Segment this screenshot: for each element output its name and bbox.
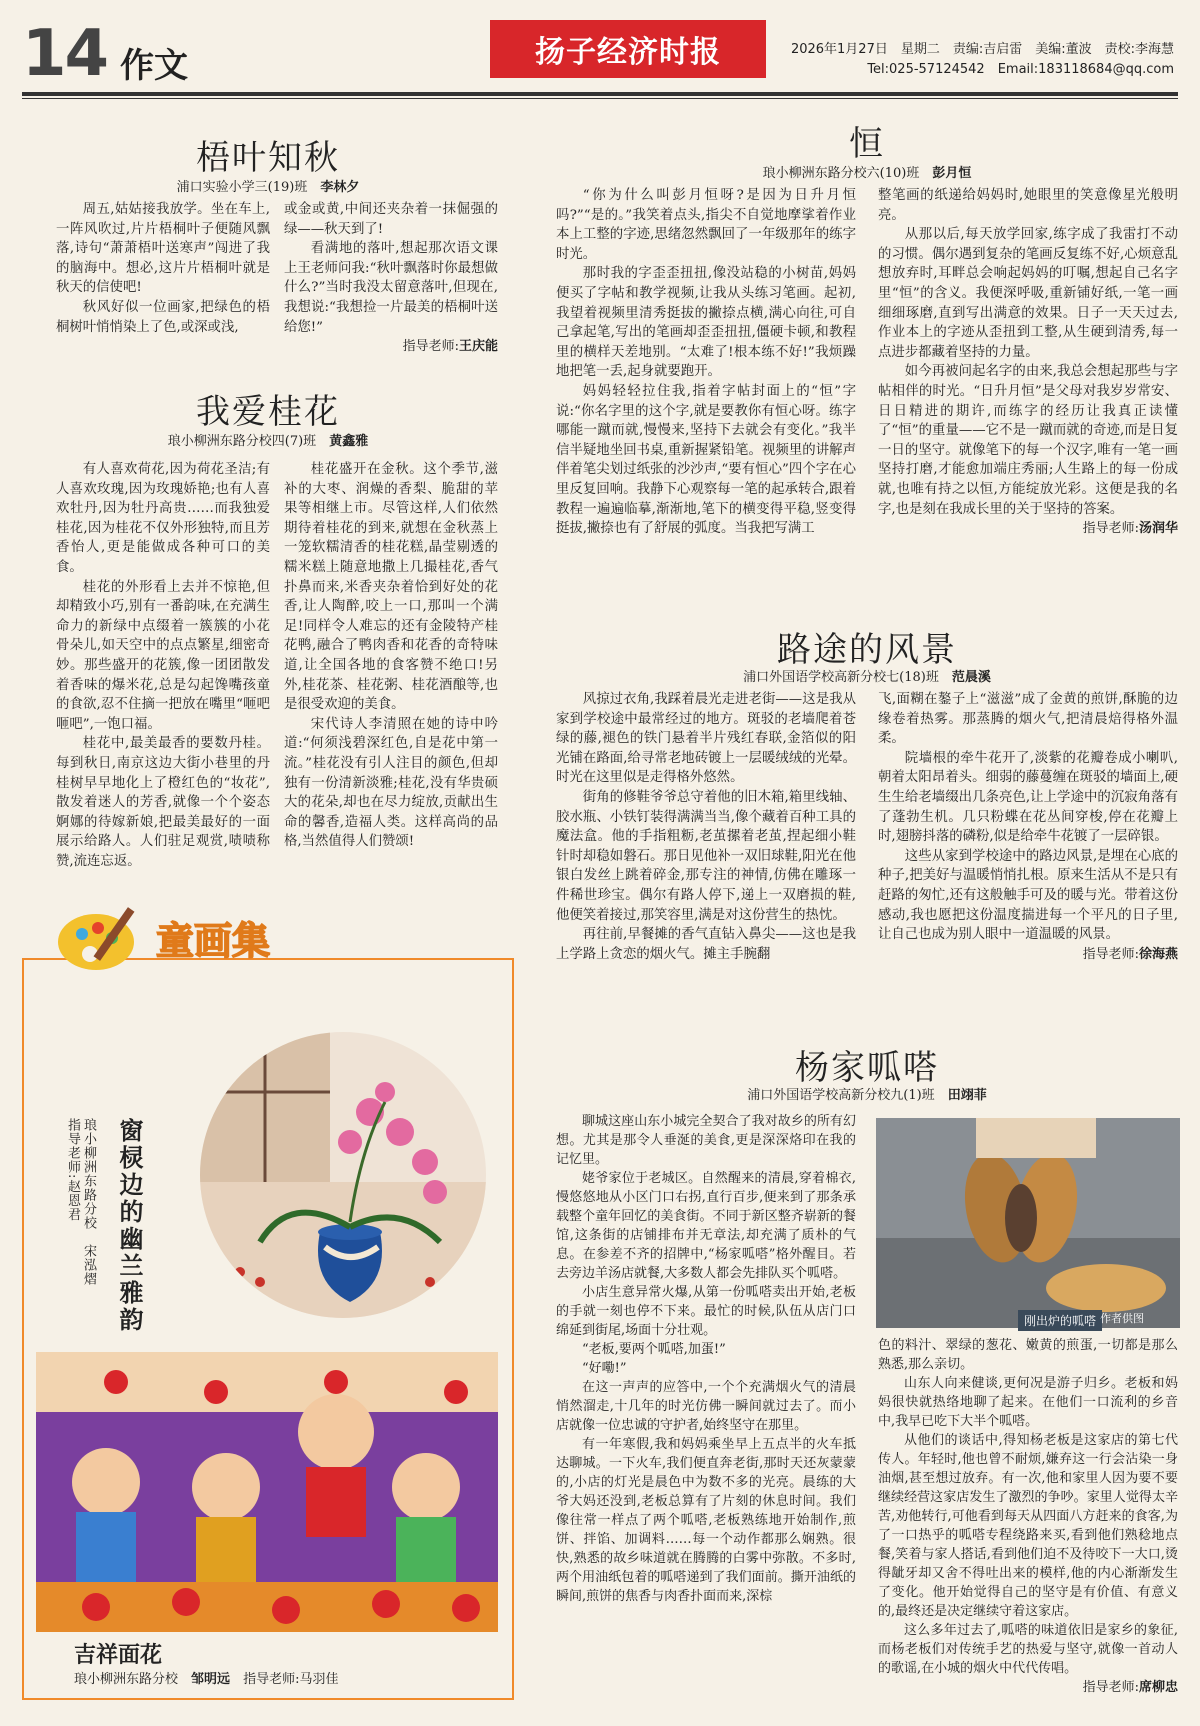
paragraph: 色的料汁、翠绿的葱花、嫩黄的煎蛋,一切都是那么熟悉,那么亲切。 [878, 1338, 1178, 1372]
teacher-label: 指导老师: [1082, 1680, 1139, 1695]
paragraph: 桂花中,最美最香的要数丹桂。每到秋日,南京这边大街小巷里的丹桂树早早地化上了橙红色的“妆花”,散发着迷人的芳香,就像一个个姿态婀娜的待嫁新娘,把最美最好的一面展示给路人。人们驻足观赏,啧啧称赞,流连忘返。 [56, 736, 270, 869]
paragraph: 如今再被问起名字的由来,我总会想起那些与字帖相伴的时光。“日升月恒”是父母对我岁岁常安、日日精进的期许,而练字的经历让我真正读懂了“恒”的重量——它不是一蹴而就的奇迹,而是日复一日的坚守。就像笔下的每一个汉字,唯有一笔一画坚持打磨,才能愈加端庄秀丽;人生路上的每一份成就,也唯有持之以恒,方能绽放光彩。这便是我的名字,也是刻在我成长里的关于坚持的答案。 [878, 364, 1178, 517]
article-column [284, 460, 498, 852]
paragraph: 街角的修鞋爷爷总守着他的旧木箱,箱里线轴、胶水瓶、小铁钉装得满满当当,像个藏着百种工具的魔法盒。他的手指粗粝,老茧摞着老茧,捏起细小鞋针时却稳如磐石。那日见他补一双旧球鞋,阳光在他银白发丝上跳着碎金,那专注的神情,仿佛在雕琢一件稀世珍宝。偶尔有路人停下,递上一双磨损的鞋,他便笑着接过,那笑容里,满是对这份营生的热忱。 [556, 789, 856, 923]
article-byline-lutu [556, 666, 1178, 685]
paragraph: 桂花的外形看上去并不惊艳,但却精致小巧,别有一番韵味,在充满生命力的新绿中点缀着一簇簇的小花骨朵儿,如天空中的点点繁星,细密奇妙。那些盛开的花簇,像一团团散发着香味的爆米花,总是勾起馋嘴孩童的食欲,忍不住摘一把放在嘴里“咂吧咂吧”,一饱口福。 [56, 579, 270, 732]
header-rule [22, 92, 1178, 96]
byline-school: 浦口实验小学三(19)班 [176, 180, 308, 195]
byline-school: 浦口外国语学校高新分校七(18)班 [743, 670, 939, 685]
byline-author: 李林夕 [320, 180, 360, 195]
paragraph: 山东人向来健谈,更何况是游子归乡。老板和妈妈很快就热络地聊了起来。在他们一口流利的乡音中,我早已吃下大半个呱嗒。 [878, 1376, 1178, 1429]
photo-caption: 刚出炉的呱嗒 [1018, 1310, 1102, 1331]
teacher-label: 指导老师: [1082, 946, 1139, 962]
mianhua-painting [36, 1352, 498, 1632]
article-byline-guada [556, 1084, 1178, 1103]
teacher-label: 指导老师: [1082, 521, 1139, 537]
guada-photo [876, 1118, 1180, 1328]
paragraph: 小店生意异常火爆,从第一份呱嗒卖出开始,老板的手就一刻也停不下来。最忙的时候,队伍从店门口绵延到街尾,场面十分壮观。 [556, 1285, 856, 1338]
paragraph: “老板,要两个呱嗒,加蛋!” [582, 1342, 726, 1357]
article-byline-guihua [22, 430, 514, 449]
article-byline-wuye [22, 176, 514, 195]
page-number: 14 [22, 17, 108, 91]
paragraph: 整笔画的纸递给妈妈时,她眼里的笑意像星光般明亮。 [878, 188, 1178, 223]
paragraph: 从他们的谈话中,得知杨老板是这家店的第七代传人。年轻时,他也曾不耐烦,嫌弃这一行会沾染一身油烟,甚至想过放弃。有一次,他和家里人因为要不要继续经营这家店发生了激烈的争吵。家里人觉得太辛苦,劝他转行,可他看到每天从四面八方赶来的食客,为了一口热乎的呱嗒专程绕路来买,看到他们熟稔地点餐,笑着与家人搭话,看到他们迫不及待咬下一大口,烫得龇牙却又舍不得吐出来的模样,他的内心渐渐发生了变化。他开始觉得自己的坚守是有价值、有意义的,最终还是决定继续守着这家店。 [878, 1433, 1178, 1619]
article-column [556, 690, 856, 964]
byline-school: 浦口外国语学校高新分校九(1)班 [747, 1088, 935, 1103]
article-column [56, 200, 270, 337]
byline-author: 彭月恒 [932, 166, 972, 181]
painting-credit-mianhua [74, 1668, 338, 1687]
article-title-guada: 杨家呱嗒 [795, 1048, 939, 1088]
article-title-wuye: 梧叶知秋 [196, 138, 340, 178]
paragraph: 在这一声声的应答中,一个个充满烟火气的清晨悄然溜走,十几年的时光仿佛一瞬间就过去了。而小店就像一位忠诚的守护者,始终坚守在那里。 [556, 1380, 856, 1433]
byline-school: 琅小柳洲东路分校六(10)班 [762, 166, 920, 181]
header-contact: Tel:025-57124542 Email:183118684@qq.com [867, 62, 1174, 77]
paragraph: 姥爷家位于老城区。自然醒来的清晨,穿着棉衣,慢悠悠地从小区门口右拐,直行百步,便来到了那条承载整个童年回忆的美食街。不同于新区整齐崭新的餐馆,这条街的店铺排布并无章法,却充满了质朴的气息。在参差不齐的招牌中,“杨家呱嗒”格外醒目。若去旁边羊汤店就餐,大多数人都会先排队买个呱嗒。 [556, 1171, 856, 1281]
paragraph: 再往前,早餐摊的香气直钻入鼻尖——这也是我上学路上贪恋的烟火气。摊主手腕翻 [556, 927, 856, 962]
paragraph: 看满地的落叶,想起那次语文课上王老师问我:“秋叶飘落时你最想做什么?”当时我没太留意落叶,但现在,我想说:“我想捡一片最美的梧桐叶送给您!” [284, 241, 498, 335]
painting-author: 宋泓熠 [81, 1244, 96, 1286]
article-column [878, 186, 1178, 539]
paragraph: 秋风好似一位画家,把绿色的梧桐树叶悄悄染上了色,或深或浅, [56, 299, 270, 335]
painting-school: 琅小柳洲东路分校 [81, 1118, 96, 1230]
article-title-heng: 恒 [849, 124, 885, 164]
paragraph: “你为什么叫彭月恒呀?是因为日升月恒吗?”“是的。”我笑着点头,指尖不自觉地摩挲着作业本上工整的字迹,思绪忽然飘回了一年级那年的练字时光。 [556, 188, 856, 262]
section-title: 作文 [120, 46, 188, 86]
tonghua-logo [46, 898, 306, 976]
painting-credit-orchid [64, 1118, 96, 1286]
teacher-name: 王庆能 [458, 339, 498, 355]
article-column [56, 460, 270, 871]
painting-teacher: 指导老师:赵恩君 [65, 1118, 80, 1222]
paragraph: 有人喜欢荷花,因为荷花圣洁;有人喜欢玫瑰,因为玫瑰娇艳;也有人喜欢牡丹,因为牡丹高贵……而我独爱桂花,因为桂花不仅外形独特,而且芳香怡人,更是能做成各种可口的美食。 [56, 462, 270, 575]
header-date: 2026年1月27日 星期二 责编:吉启雷 美编:董波 责校:李海慧 [790, 42, 1174, 57]
article-column [878, 1336, 1178, 1697]
paragraph: 宋代诗人李清照在她的诗中吟道:“何须浅碧深红色,自是花中第一流。”桂花没有引人注目的颜色,但却独有一份清新淡雅;桂花,没有华贵硕大的花朵,却也在尽力绽放,贡献出生命的馨香,造福人类。这样高尚的品格,当然值得人们赞颂! [284, 716, 498, 850]
article-column [284, 200, 498, 357]
article-title-guihua: 我爱桂花 [196, 392, 340, 432]
byline-author: 田翊菲 [947, 1088, 987, 1103]
painting-teacher: 指导老师:马羽佳 [243, 1672, 339, 1687]
paragraph: 妈妈轻轻拉住我,指着字帖封面上的“恒”字说:“你名字里的这个字,就是要教你有恒心呀。练字哪能一蹴而就,慢慢来,坚持下去就会有变化。”我半信半疑地坐回书桌,重新握紧铅笔。视频里的讲解声伴着笔尖划过纸张的沙沙声,“要有恒心”四个字在心里反复回响。我静下心观察每一笔的起承转合,跟着教程一遍遍临摹,渐渐地,笔下的横变得平稳,竖变得挺拔,撇捺也有了舒展的弧度。当我把写满工 [556, 383, 856, 537]
paragraph: 桂花盛开在金秋。这个季节,滋补的大枣、润燥的香梨、脆甜的苹果等相继上市。尽管这样,人们依然期待着桂花的到来,就想在金秋蒸上一笼软糯清香的桂花糕,晶莹剔透的糯米糕上随意地撒上几撮桂花,香气扑鼻而来,米香夹杂着恰到好处的花香,让人陶醉,咬上一口,那叫一个满足!同样令人难忘的还有金陵特产桂花鸭,融合了鸭肉香和花香的奇特味道,让全国各地的食客赞不绝口!另外,桂花茶、桂花粥、桂花酒酿等,也是很受欢迎的美食。 [284, 462, 498, 713]
paragraph: 风掠过衣角,我踩着晨光走进老街——这是我从家到学校途中最常经过的地方。斑驳的老墙爬着苍绿的藤,褪色的铁门悬着半片残红春联,金箔似的阳光铺在路面,给寻常老地砖镀上一层暖绒绒的光晕。时光在这里似是走得格外悠然。 [556, 692, 856, 786]
teacher-name: 汤润华 [1138, 521, 1178, 537]
teacher-label: 指导老师: [402, 339, 459, 355]
byline-school: 琅小柳洲东路分校四(7)班 [167, 434, 317, 449]
teacher-credit [284, 337, 498, 357]
teacher-credit [878, 945, 1178, 965]
byline-author: 范晨溪 [951, 670, 991, 685]
byline-author: 黄鑫雅 [329, 434, 369, 449]
painting-title-mianhua: 吉祥面花 [74, 1643, 163, 1668]
header-rule-thin [22, 98, 1178, 99]
paragraph: 飞,面糊在鏊子上“滋滋”成了金黄的煎饼,酥脆的边缘卷着热雾。那蒸腾的烟火气,把清晨焙得格外温柔。 [878, 692, 1178, 747]
photo-credit: 作者供图 [1100, 1312, 1144, 1325]
article-column [556, 186, 856, 539]
paragraph: “好嘞!” [582, 1361, 627, 1376]
header-info [791, 40, 1174, 80]
tonghua-logo-text: 童画集 [156, 919, 271, 963]
paragraph: 聊城这座山东小城完全契合了我对故乡的所有幻想。尤其是那令人垂涎的美食,更是深深烙印在我的记忆里。 [556, 1114, 856, 1167]
painting-school: 琅小柳洲东路分校 [74, 1672, 179, 1687]
article-column [878, 690, 1178, 964]
paragraph: 那时我的字歪歪扭扭,像没站稳的小树苗,妈妈便买了字帖和教学视频,让我从头练习笔画。起初,我望着视频里清秀挺拔的撇捺点横,满心向往,可自己拿起笔,写出的笔画却歪歪扭扭,僵硬卡顿,和教程里的横样天差地别。“太难了!根本练不好!”我烦躁地把笔一丢,起身就要跑开。 [556, 266, 856, 380]
paragraph: 从那以后,每天放学回家,练字成了我雷打不动的习惯。偶尔遇到复杂的笔画反复练不好,心烦意乱想放弃时,耳畔总会响起妈妈的叮嘱,想起自己名字里“恒”的含义。我便深呼吸,重新铺好纸,一笔一画细细琢磨,直到写出满意的效果。日子一天天过去,作业本上的字迹从歪扭到工整,从生硬到清秀,每一点进步都藏着坚持的力量。 [878, 227, 1178, 360]
paragraph: 或金或黄,中间还夹杂着一抹倔强的绿——秋天到了! [284, 202, 498, 237]
teacher-credit [878, 519, 1178, 539]
paragraph: 有一年寒假,我和妈妈乘坐早上五点半的火车抵达聊城。一下火车,我们便直奔老街,那时天还灰蒙蒙的,小店的灯光是晨色中为数不多的光亮。晨练的大爷大妈还没到,老板总算有了片刻的休息时间。我们像往常一样点了两个呱嗒,老板熟练地开始制作,煎饼、拌馅、加调料……每一个动作都那么娴熟。很快,熟悉的故乡味道就在腾腾的白雾中弥散。不多时,两个用油纸包着的呱嗒递到了我们面前。撕开油纸的瞬间,煎饼的焦香与肉香扑面而来,深棕 [556, 1437, 856, 1604]
paragraph: 这么多年过去了,呱嗒的味道依旧是家乡的象征,而杨老板们对传统手艺的热爱与坚守,就像一首动人的歌谣,在小城的烟火中代代传唱。 [878, 1623, 1178, 1676]
article-byline-heng [556, 162, 1178, 181]
painting-title-orchid: 窗棂边的幽兰雅韵 [115, 1118, 143, 1334]
paragraph: 周五,姑姑接我放学。坐在车上,一阵风吹过,片片梧桐叶子便随风飘落,诗句“萧萧梧叶送寒声”闯进了我的脑海中。想必,这片片梧桐叶就是秋天的信使吧! [56, 202, 270, 296]
painting-author: 邹明远 [191, 1672, 231, 1687]
teacher-credit [878, 1678, 1178, 1697]
teacher-name: 席柳忠 [1138, 1680, 1178, 1695]
paragraph: 院墙根的牵牛花开了,淡紫的花瓣卷成小喇叭,朝着太阳昂着头。细弱的藤蔓缠在斑驳的墙面上,硬生生给老墙缀出几条亮色,让上学途中的沉寂角落有了蓬勃生机。几只粉蝶在花丛间穿梭,停在花瓣上时,翅膀抖落的磷粉,似是给牵牛花镀了一层碎银。 [878, 750, 1178, 845]
newspaper-masthead: 扬子经济时报 [490, 20, 766, 78]
orchid-painting [200, 1032, 486, 1318]
article-column [556, 1112, 856, 1606]
teacher-name: 徐海燕 [1138, 946, 1178, 962]
article-title-lutu: 路途的风景 [777, 630, 957, 670]
paragraph: 这些从家到学校途中的路边风景,是埋在心底的种子,把美好与温暖悄悄扎根。原来生活从不是只有赶路的匆忙,还有这般触手可及的暖与光。带着这份感动,我也愿把这份温度揣进每一个平凡的日子里,让自己也成为别人眼中一道温暖的风景。 [878, 848, 1178, 943]
